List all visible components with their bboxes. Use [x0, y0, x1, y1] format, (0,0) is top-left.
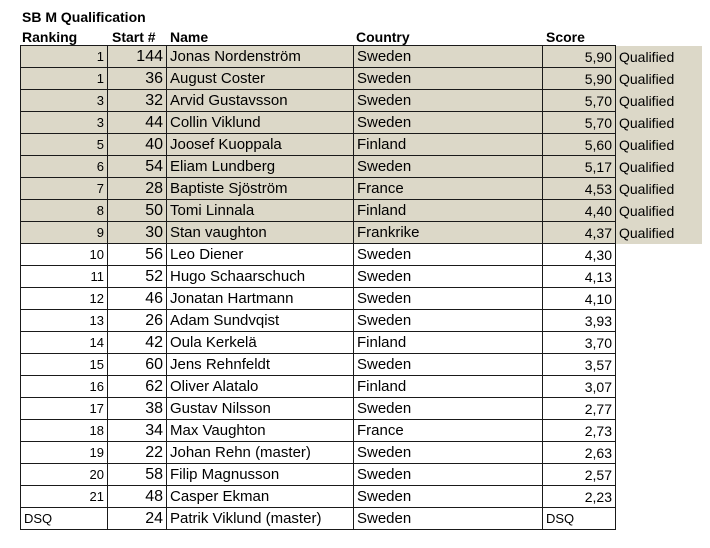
country-cell[interactable]: Sweden: [354, 266, 543, 288]
name-cell[interactable]: Patrik Viklund (master): [167, 508, 354, 530]
country-cell[interactable]: Sweden: [354, 508, 543, 530]
results-table: [20, 45, 703, 530]
header-ranking: Ranking: [22, 29, 78, 45]
table-row: [21, 398, 703, 420]
sheet-title: SB M Qualification: [22, 9, 146, 25]
ranking-cell[interactable]: 8: [21, 200, 108, 222]
country-cell[interactable]: Sweden: [354, 46, 543, 68]
ranking-cell[interactable]: 20: [21, 464, 108, 486]
ranking-cell[interactable]: 13: [21, 310, 108, 332]
header-country: Country: [356, 29, 410, 45]
status-cell[interactable]: Qualified: [616, 156, 703, 178]
status-cell[interactable]: Qualified: [616, 200, 703, 222]
table-row: [21, 156, 703, 178]
ranking-cell[interactable]: 6: [21, 156, 108, 178]
name-cell[interactable]: Johan Rehn (master): [167, 442, 354, 464]
table-row: [21, 376, 703, 398]
status-cell[interactable]: [616, 398, 703, 420]
ranking-cell[interactable]: 16: [21, 376, 108, 398]
score-cell[interactable]: 2,57: [543, 464, 616, 486]
start-number-cell[interactable]: 40: [108, 134, 167, 156]
name-cell[interactable]: Eliam Lundberg: [167, 156, 354, 178]
score-cell[interactable]: 2,23: [543, 486, 616, 508]
name-cell[interactable]: Collin Viklund: [167, 112, 354, 134]
country-cell[interactable]: Sweden: [354, 442, 543, 464]
ranking-cell[interactable]: 7: [21, 178, 108, 200]
score-cell[interactable]: 2,73: [543, 420, 616, 442]
table-row: [21, 310, 703, 332]
start-number-cell[interactable]: 56: [108, 244, 167, 266]
table-row: [21, 420, 703, 442]
start-number-cell[interactable]: 58: [108, 464, 167, 486]
ranking-cell[interactable]: 18: [21, 420, 108, 442]
name-cell[interactable]: Adam Sundvqist: [167, 310, 354, 332]
country-cell[interactable]: Sweden: [354, 244, 543, 266]
score-cell[interactable]: 4,30: [543, 244, 616, 266]
start-number-cell[interactable]: 52: [108, 266, 167, 288]
table-row: [21, 266, 703, 288]
status-cell[interactable]: Qualified: [616, 46, 703, 68]
start-number-cell[interactable]: 28: [108, 178, 167, 200]
ranking-cell[interactable]: 12: [21, 288, 108, 310]
name-cell[interactable]: Jonatan Hartmann: [167, 288, 354, 310]
status-cell[interactable]: [616, 288, 703, 310]
header-start-number: Start #: [112, 29, 156, 45]
name-cell[interactable]: Jens Rehnfeldt: [167, 354, 354, 376]
table-row: [21, 464, 703, 486]
score-cell[interactable]: 4,53: [543, 178, 616, 200]
ranking-cell[interactable]: 11: [21, 266, 108, 288]
score-cell[interactable]: 4,37: [543, 222, 616, 244]
start-number-cell[interactable]: 36: [108, 68, 167, 90]
table-row: [21, 508, 703, 530]
name-cell[interactable]: Jonas Nordenström: [167, 46, 354, 68]
status-cell[interactable]: [616, 266, 703, 288]
name-cell[interactable]: Baptiste Sjöström: [167, 178, 354, 200]
score-cell[interactable]: 3,57: [543, 354, 616, 376]
score-cell[interactable]: 4,10: [543, 288, 616, 310]
start-number-cell[interactable]: 26: [108, 310, 167, 332]
start-number-cell[interactable]: 32: [108, 90, 167, 112]
status-cell[interactable]: [616, 244, 703, 266]
score-cell[interactable]: 5,90: [543, 46, 616, 68]
country-cell[interactable]: Sweden: [354, 288, 543, 310]
score-cell[interactable]: 4,13: [543, 266, 616, 288]
country-cell[interactable]: Finland: [354, 134, 543, 156]
country-cell[interactable]: Sweden: [354, 112, 543, 134]
ranking-cell[interactable]: 14: [21, 332, 108, 354]
table-row: [21, 222, 703, 244]
ranking-cell[interactable]: 5: [21, 134, 108, 156]
score-cell[interactable]: 5,60: [543, 134, 616, 156]
ranking-cell[interactable]: 17: [21, 398, 108, 420]
start-number-cell[interactable]: 48: [108, 486, 167, 508]
table-row: [21, 200, 703, 222]
name-cell[interactable]: Filip Magnusson: [167, 464, 354, 486]
ranking-cell[interactable]: 1: [21, 68, 108, 90]
name-cell[interactable]: Arvid Gustavsson: [167, 90, 354, 112]
name-cell[interactable]: Joosef Kuoppala: [167, 134, 354, 156]
ranking-cell[interactable]: 3: [21, 112, 108, 134]
name-cell[interactable]: Oula Kerkelä: [167, 332, 354, 354]
status-cell[interactable]: Qualified: [616, 178, 703, 200]
name-cell[interactable]: Stan vaughton: [167, 222, 354, 244]
table-row: [21, 112, 703, 134]
status-cell[interactable]: [616, 310, 703, 332]
table-row: [21, 442, 703, 464]
status-cell[interactable]: [616, 332, 703, 354]
table-row: [21, 134, 703, 156]
table-row: [21, 46, 703, 68]
name-cell[interactable]: Oliver Alatalo: [167, 376, 354, 398]
country-cell[interactable]: France: [354, 420, 543, 442]
ranking-cell[interactable]: 10: [21, 244, 108, 266]
start-number-cell[interactable]: 34: [108, 420, 167, 442]
start-number-cell[interactable]: 54: [108, 156, 167, 178]
status-cell[interactable]: Qualified: [616, 134, 703, 156]
status-cell[interactable]: [616, 420, 703, 442]
ranking-cell[interactable]: 3: [21, 90, 108, 112]
score-cell[interactable]: DSQ: [543, 508, 616, 530]
start-number-cell[interactable]: 42: [108, 332, 167, 354]
score-cell[interactable]: 5,70: [543, 112, 616, 134]
score-cell[interactable]: 5,90: [543, 68, 616, 90]
header-name: Name: [170, 29, 209, 45]
start-number-cell[interactable]: 38: [108, 398, 167, 420]
country-cell[interactable]: Sweden: [354, 464, 543, 486]
ranking-cell[interactable]: 15: [21, 354, 108, 376]
status-cell[interactable]: [616, 442, 703, 464]
name-cell[interactable]: Gustav Nilsson: [167, 398, 354, 420]
ranking-cell[interactable]: 19: [21, 442, 108, 464]
status-cell[interactable]: [616, 376, 703, 398]
score-cell[interactable]: 5,70: [543, 90, 616, 112]
start-number-cell[interactable]: 30: [108, 222, 167, 244]
country-cell[interactable]: Sweden: [354, 354, 543, 376]
start-number-cell[interactable]: 144: [108, 46, 167, 68]
score-cell[interactable]: 3,07: [543, 376, 616, 398]
country-cell[interactable]: Finland: [354, 332, 543, 354]
status-cell[interactable]: Qualified: [616, 112, 703, 134]
status-cell[interactable]: Qualified: [616, 90, 703, 112]
start-number-cell[interactable]: 50: [108, 200, 167, 222]
score-cell[interactable]: 3,70: [543, 332, 616, 354]
country-cell[interactable]: Sweden: [354, 398, 543, 420]
country-cell[interactable]: Sweden: [354, 90, 543, 112]
table-row: [21, 354, 703, 376]
name-cell[interactable]: August Coster: [167, 68, 354, 90]
country-cell[interactable]: Finland: [354, 376, 543, 398]
ranking-cell[interactable]: 9: [21, 222, 108, 244]
status-cell[interactable]: [616, 508, 703, 530]
start-number-cell[interactable]: 60: [108, 354, 167, 376]
status-cell[interactable]: Qualified: [616, 68, 703, 90]
country-cell[interactable]: Sweden: [354, 486, 543, 508]
score-cell[interactable]: 2,63: [543, 442, 616, 464]
status-cell[interactable]: [616, 354, 703, 376]
name-cell[interactable]: Tomi Linnala: [167, 200, 354, 222]
country-cell[interactable]: Sweden: [354, 68, 543, 90]
start-number-cell[interactable]: 46: [108, 288, 167, 310]
start-number-cell[interactable]: 44: [108, 112, 167, 134]
country-cell[interactable]: Sweden: [354, 156, 543, 178]
score-cell[interactable]: 5,17: [543, 156, 616, 178]
start-number-cell[interactable]: 22: [108, 442, 167, 464]
name-cell[interactable]: Leo Diener: [167, 244, 354, 266]
header-score: Score: [546, 29, 585, 45]
country-cell[interactable]: Finland: [354, 200, 543, 222]
score-cell[interactable]: 3,93: [543, 310, 616, 332]
ranking-cell[interactable]: 21: [21, 486, 108, 508]
country-cell[interactable]: Frankrike: [354, 222, 543, 244]
name-cell[interactable]: Hugo Schaarschuch: [167, 266, 354, 288]
status-cell[interactable]: [616, 486, 703, 508]
results-body: [21, 46, 703, 530]
score-cell[interactable]: 4,40: [543, 200, 616, 222]
start-number-cell[interactable]: 62: [108, 376, 167, 398]
table-row: [21, 288, 703, 310]
table-row: [21, 178, 703, 200]
table-row: [21, 486, 703, 508]
name-cell[interactable]: Max Vaughton: [167, 420, 354, 442]
table-row: [21, 68, 703, 90]
country-cell[interactable]: Sweden: [354, 310, 543, 332]
ranking-cell[interactable]: DSQ: [21, 508, 108, 530]
ranking-cell[interactable]: 1: [21, 46, 108, 68]
start-number-cell[interactable]: 24: [108, 508, 167, 530]
country-cell[interactable]: France: [354, 178, 543, 200]
status-cell[interactable]: [616, 464, 703, 486]
name-cell[interactable]: Casper Ekman: [167, 486, 354, 508]
status-cell[interactable]: Qualified: [616, 222, 703, 244]
table-row: [21, 90, 703, 112]
table-row: [21, 332, 703, 354]
score-cell[interactable]: 2,77: [543, 398, 616, 420]
table-row: [21, 244, 703, 266]
